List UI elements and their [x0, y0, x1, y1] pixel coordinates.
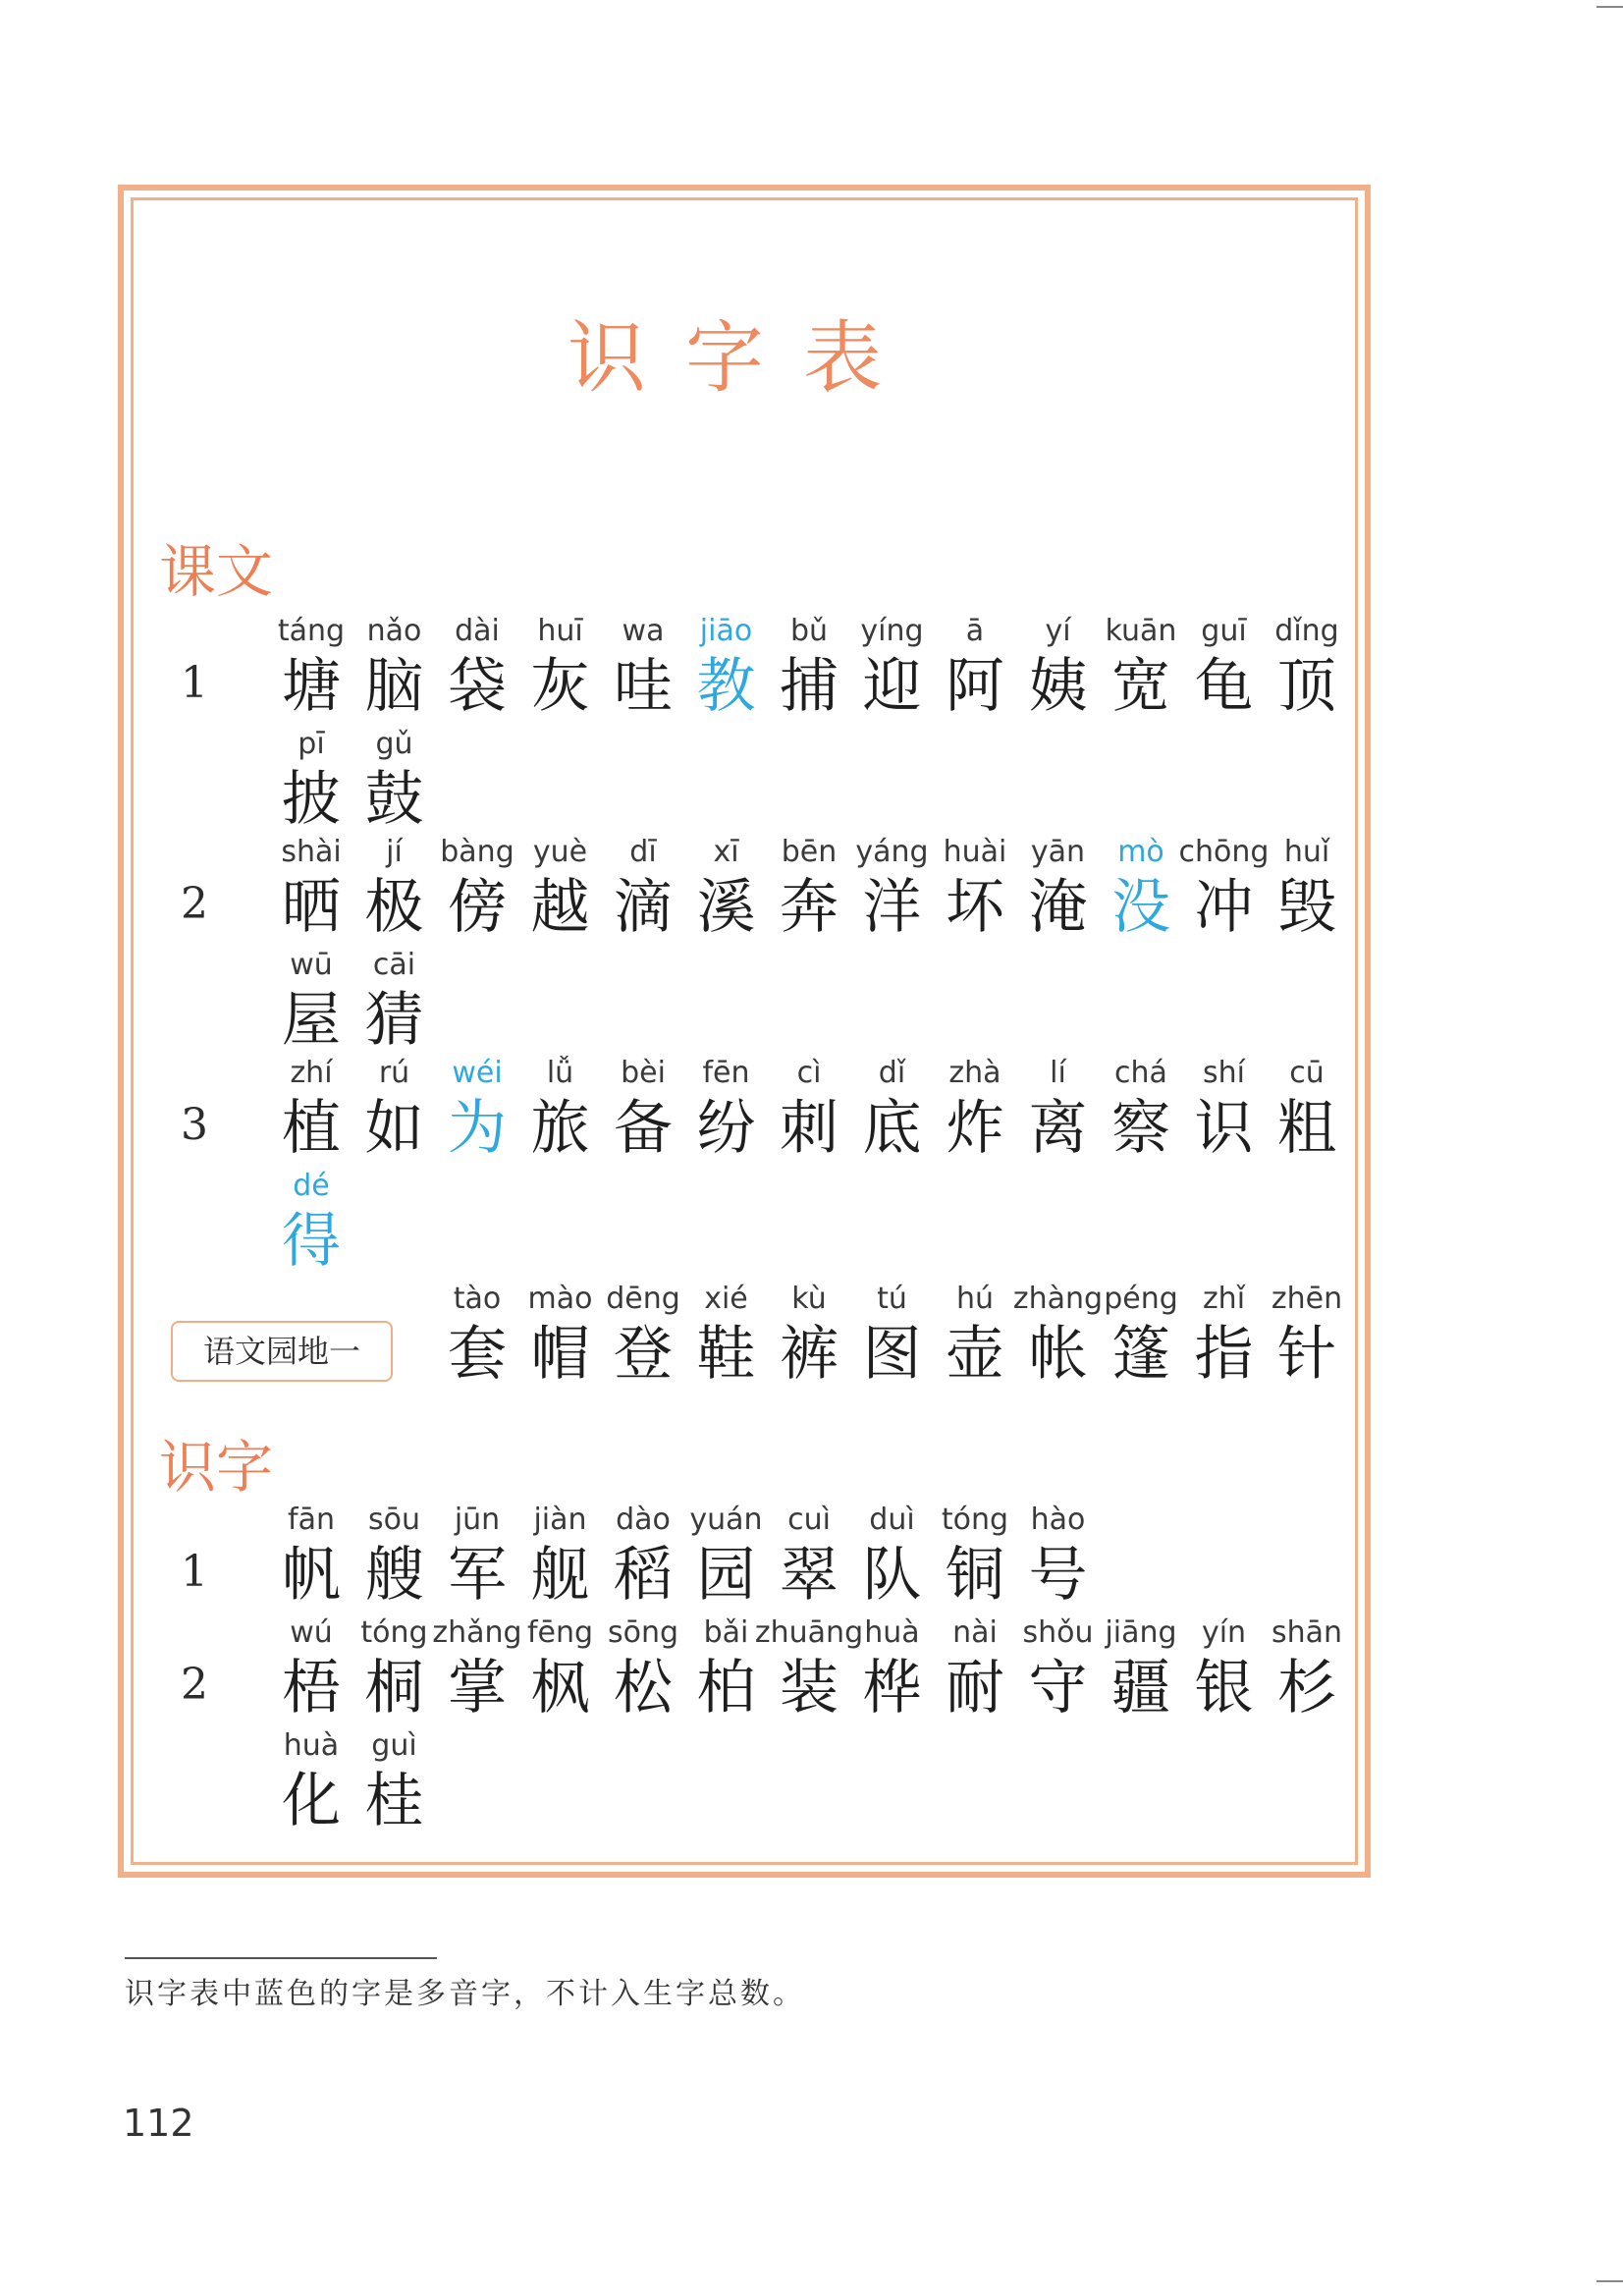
pinyin: bǔ: [789, 614, 829, 648]
pinyin: tóng: [360, 1615, 428, 1650]
hanzi: 图: [862, 1320, 922, 1389]
pinyin: tóng: [941, 1503, 1009, 1537]
pinyin: dào: [616, 1503, 671, 1537]
pinyin: jiàn: [533, 1503, 587, 1537]
hanzi: 如: [364, 1094, 424, 1163]
row-number: 2: [181, 1660, 208, 1710]
pinyin: dé: [293, 1169, 330, 1203]
pinyin: yíng: [860, 614, 924, 648]
pinyin: zhàng: [1012, 1282, 1104, 1316]
row-label-box: 语文园地一: [171, 1321, 393, 1382]
pinyin: dǐ: [878, 1056, 906, 1090]
hanzi: 袋: [448, 652, 507, 721]
pinyin: péng: [1104, 1282, 1178, 1316]
pinyin: rú: [378, 1056, 410, 1090]
pinyin: yuè: [532, 835, 588, 869]
character-row: [167, 1615, 1345, 1733]
pinyin: dài: [455, 614, 500, 648]
hanzi: 冲: [1194, 873, 1254, 942]
hanzi: 鼓: [364, 765, 424, 834]
pinyin: sōu: [368, 1503, 420, 1537]
footnote: 识字表中蓝色的字是多音字，不计入生字总数。: [125, 1977, 805, 2011]
pinyin: chōng: [1178, 835, 1270, 869]
pinyin: tào: [453, 1282, 502, 1316]
hanzi: 坏: [946, 873, 1004, 942]
pinyin: shān: [1271, 1615, 1343, 1650]
hanzi: 顶: [1277, 652, 1336, 721]
footnote-rule: [125, 1957, 437, 1959]
hanzi: 捕: [780, 652, 839, 721]
character-row: [167, 1169, 1345, 1286]
hanzi: 壶: [946, 1320, 1004, 1389]
hanzi: 帆: [282, 1541, 341, 1610]
pinyin: zhēn: [1271, 1282, 1343, 1316]
pinyin: bèi: [621, 1056, 666, 1090]
hanzi: 桐: [364, 1654, 424, 1722]
hanzi: 奔: [780, 873, 839, 942]
hanzi: 离: [1028, 1094, 1088, 1163]
pinyin: mào: [527, 1282, 593, 1316]
character-row: [167, 1056, 1345, 1174]
pinyin: yín: [1201, 1615, 1247, 1650]
hanzi: 哇: [614, 652, 673, 721]
pinyin: jiāng: [1105, 1615, 1177, 1650]
character-row: [167, 1728, 1345, 1846]
hanzi: 姨: [1028, 652, 1088, 721]
pinyin: bàng: [440, 835, 514, 869]
hanzi: 淹: [1028, 873, 1088, 942]
character-row: [167, 835, 1345, 953]
hanzi: 纷: [696, 1094, 756, 1163]
hanzi: 指: [1194, 1320, 1254, 1389]
pinyin: hú: [955, 1282, 995, 1316]
pinyin: gǔ: [375, 727, 413, 761]
pinyin: chá: [1114, 1056, 1167, 1090]
hanzi: 植: [282, 1094, 341, 1163]
hanzi: 套: [448, 1320, 507, 1389]
hanzi: 鞋: [696, 1320, 756, 1389]
pinyin: zhǎng: [432, 1615, 522, 1650]
pinyin: táng: [277, 614, 346, 648]
pinyin: huī: [537, 614, 583, 648]
hanzi: 园: [696, 1541, 756, 1610]
pinyin: wú: [290, 1615, 333, 1650]
hanzi: 毁: [1277, 873, 1336, 942]
pinyin: lí: [1050, 1056, 1066, 1090]
hanzi: 没: [1111, 873, 1170, 942]
pinyin: dǐng: [1274, 614, 1339, 648]
pinyin: dī: [629, 835, 657, 869]
character-row: [167, 1282, 1345, 1399]
hanzi: 阿: [946, 652, 1004, 721]
pinyin: kuān: [1105, 614, 1177, 648]
row-number: 1: [181, 1547, 208, 1597]
character-entry: [1266, 614, 1348, 732]
pinyin: fēn: [702, 1056, 750, 1090]
hanzi: 披: [282, 765, 341, 834]
hanzi: 杉: [1277, 1654, 1336, 1722]
hanzi: 识: [1194, 1094, 1254, 1163]
pinyin: hào: [1030, 1503, 1086, 1537]
hanzi: 针: [1277, 1320, 1336, 1389]
pinyin: fān: [288, 1503, 335, 1537]
character-row: [167, 614, 1345, 732]
hanzi: 粗: [1277, 1094, 1336, 1163]
pinyin: shài: [281, 835, 342, 869]
pinyin: cū: [1289, 1056, 1325, 1090]
hanzi: 帽: [530, 1320, 590, 1389]
bottom-edge-mark: [1596, 2280, 1623, 2282]
character-entry: [1266, 835, 1348, 953]
hanzi: 旅: [530, 1094, 590, 1163]
hanzi: 铜: [946, 1541, 1004, 1610]
hanzi: 极: [364, 873, 424, 942]
pinyin: yān: [1030, 835, 1086, 869]
hanzi: 队: [862, 1541, 922, 1610]
pinyin: jiāo: [699, 614, 753, 648]
hanzi: 柏: [696, 1654, 756, 1722]
pinyin: yuán: [689, 1503, 763, 1537]
pinyin: sōng: [607, 1615, 679, 1650]
character-entry: [1266, 1056, 1348, 1174]
hanzi: 守: [1028, 1654, 1088, 1722]
pinyin: xī: [713, 835, 739, 869]
pinyin: zhà: [948, 1056, 1001, 1090]
character-entry: [353, 948, 436, 1066]
hanzi: 宽: [1111, 652, 1170, 721]
pinyin: fēng: [526, 1615, 594, 1650]
hanzi: 桂: [364, 1767, 424, 1835]
pinyin: nài: [952, 1615, 998, 1650]
hanzi: 稻: [614, 1541, 673, 1610]
pinyin: guì: [371, 1728, 417, 1763]
row-number: 3: [181, 1100, 208, 1150]
character-entry: [353, 1728, 436, 1846]
pinyin: huà: [283, 1728, 340, 1763]
pinyin: huài: [943, 835, 1007, 869]
hanzi: 耐: [946, 1654, 1004, 1722]
hanzi: 篷: [1111, 1320, 1170, 1389]
hanzi: 得: [282, 1207, 341, 1276]
pinyin: huǐ: [1283, 835, 1330, 869]
pinyin: dēng: [606, 1282, 680, 1316]
pinyin: yáng: [855, 835, 929, 869]
hanzi: 龟: [1194, 652, 1254, 721]
pinyin: kù: [791, 1282, 827, 1316]
hanzi: 炸: [946, 1094, 1004, 1163]
hanzi: 银: [1194, 1654, 1254, 1722]
hanzi: 猜: [364, 986, 424, 1055]
pinyin: ā: [965, 614, 985, 648]
pinyin: shí: [1203, 1056, 1245, 1090]
pinyin: wéi: [452, 1056, 503, 1090]
section-heading-kewen: 课文: [159, 538, 274, 605]
pinyin: zhǐ: [1202, 1282, 1246, 1316]
pinyin: xié: [704, 1282, 748, 1316]
hanzi: 松: [614, 1654, 673, 1722]
hanzi: 迎: [862, 652, 922, 721]
pinyin: cuì: [787, 1503, 831, 1537]
hanzi: 号: [1028, 1541, 1088, 1610]
pinyin: cì: [796, 1056, 822, 1090]
pinyin: shǒu: [1022, 1615, 1094, 1650]
hanzi: 桦: [862, 1654, 922, 1722]
hanzi: 枫: [530, 1654, 590, 1722]
page-number: 112: [123, 2102, 194, 2145]
hanzi: 灰: [530, 652, 590, 721]
hanzi: 化: [282, 1767, 341, 1835]
hanzi: 晒: [282, 873, 341, 942]
pinyin: yí: [1045, 614, 1071, 648]
character-entry: [1266, 1615, 1348, 1733]
pinyin: mò: [1117, 835, 1164, 869]
hanzi: 备: [614, 1094, 673, 1163]
pinyin: pī: [298, 727, 325, 761]
hanzi: 裤: [780, 1320, 839, 1389]
character-entry: [1266, 1282, 1348, 1399]
pinyin: jūn: [454, 1503, 501, 1537]
character-row: [167, 727, 1345, 845]
character-entry: [1017, 1503, 1100, 1620]
row-number: 2: [181, 879, 208, 929]
pinyin: zhí: [290, 1056, 333, 1090]
hanzi: 军: [448, 1541, 507, 1610]
hanzi: 艘: [364, 1541, 424, 1610]
hanzi: 滴: [614, 873, 673, 942]
character-row: [167, 1503, 1345, 1620]
hanzi: 登: [614, 1320, 673, 1389]
pinyin: bǎi: [703, 1615, 749, 1650]
hanzi: 翠: [780, 1541, 839, 1610]
character-entry: [353, 727, 436, 845]
page-title: 识字表: [568, 312, 921, 404]
pinyin: cāi: [372, 948, 416, 982]
pinyin: huà: [864, 1615, 920, 1650]
hanzi: 舰: [530, 1541, 590, 1610]
hanzi: 溪: [696, 873, 756, 942]
pinyin: duì: [869, 1503, 915, 1537]
pinyin: lǚ: [546, 1056, 574, 1090]
hanzi: 装: [780, 1654, 839, 1722]
pinyin: zhuāng: [754, 1615, 864, 1650]
hanzi: 刺: [780, 1094, 839, 1163]
hanzi: 塘: [282, 652, 341, 721]
hanzi: 为: [448, 1094, 507, 1163]
hanzi: 脑: [364, 652, 424, 721]
pinyin: bēn: [781, 835, 838, 869]
pinyin: nǎo: [366, 614, 422, 648]
hanzi: 屋: [282, 986, 341, 1055]
hanzi: 越: [530, 873, 590, 942]
pinyin: wū: [290, 948, 333, 982]
pinyin: tú: [877, 1282, 907, 1316]
hanzi: 梧: [282, 1654, 341, 1722]
hanzi: 疆: [1111, 1654, 1170, 1722]
hanzi: 教: [696, 652, 756, 721]
pinyin: wa: [622, 614, 665, 648]
polyphonic-character: [270, 1169, 352, 1286]
section-heading-shizi: 识字: [159, 1434, 274, 1501]
hanzi: 底: [862, 1094, 922, 1163]
pinyin: jí: [386, 835, 403, 869]
top-edge-mark: [1596, 6, 1623, 8]
hanzi: 掌: [448, 1654, 507, 1722]
hanzi: 察: [1111, 1094, 1170, 1163]
hanzi: 洋: [862, 873, 922, 942]
hanzi: 帐: [1028, 1320, 1088, 1389]
row-number: 1: [181, 658, 208, 708]
pinyin: guī: [1201, 614, 1247, 648]
hanzi: 傍: [448, 873, 507, 942]
character-row: [167, 948, 1345, 1066]
